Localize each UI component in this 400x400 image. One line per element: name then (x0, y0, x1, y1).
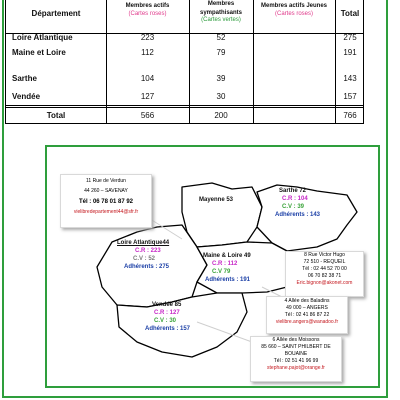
header-total: Total (340, 9, 360, 18)
loire-cv: C.V : 52 (133, 256, 156, 262)
requeil-email: Eric.bignon@akonet.com (296, 280, 353, 286)
angers-street: 4 Allée des Baladins (284, 298, 330, 304)
row-dept: Sarthe (12, 74, 37, 83)
savenay-city: 44 260 – SAVENAY (84, 188, 128, 194)
bouaine-email: stephane.pajot@orange.fr (267, 365, 325, 371)
sarthe-adherents: Adhérents : 143 (275, 212, 321, 218)
row-total: 157 (343, 92, 357, 101)
requeil-mobile: 06 70 82 38 71 (307, 273, 342, 279)
address-card-bouaine (250, 336, 342, 382)
loire-cr: C.R : 223 (135, 248, 161, 254)
header-actifs: Membres actifs (125, 3, 170, 9)
header-sympathisants: Membres sympathisants (199, 1, 242, 16)
row-actifs: 104 (140, 74, 155, 83)
header-actifs-sub: (Cartes roses) (128, 11, 167, 17)
total-sympathisants: 200 (214, 111, 228, 120)
header-jeunes-sub: (Cartes roses) (274, 11, 313, 17)
row-total: 275 (343, 33, 357, 42)
loire-adherents: Adhérents : 275 (124, 264, 170, 270)
table-total-divider-2 (6, 107, 363, 108)
address-card-angers (266, 296, 348, 334)
row-sympathisants: 52 (216, 33, 226, 42)
members-table (5, 0, 364, 124)
row-actifs: 127 (140, 92, 155, 101)
row-actifs: 112 (141, 48, 154, 57)
angers-email: vielibre.angers@wanadoo.fr (275, 319, 339, 325)
row-sympathisants: 39 (216, 74, 226, 83)
header-sympathisants-sub: (Cartes vertes) (201, 17, 241, 23)
angers-city: 49 000 – ANGERS (286, 305, 328, 311)
row-dept: Maine et Loire (12, 48, 66, 57)
bouaine-street: 6 Allée des Moissons (272, 337, 320, 343)
row-dept: Loire Atlantique (12, 33, 73, 42)
requeil-phone: Tél : 02 44 52 70 00 (302, 266, 347, 272)
region-map (45, 145, 380, 388)
row-total: 143 (343, 74, 357, 83)
sarthe-cv: C.V : 39 (282, 204, 305, 210)
table-total-divider (6, 105, 363, 106)
maine-adherents: Adhérents : 191 (205, 277, 251, 283)
row-dept: Vendée (12, 92, 41, 101)
mayenne-shape (182, 183, 262, 247)
savenay-phone: Tél : 06 78 01 87 92 (78, 199, 134, 205)
requeil-street: 8 Rue Victor Hugo (304, 252, 345, 258)
requeil-city: 72 510 - REQUEIL (303, 259, 346, 265)
total-actifs: 566 (140, 111, 155, 120)
header-departement: Département (31, 9, 81, 18)
savenay-email: vielibredepartement44@sfr.fr (73, 209, 139, 215)
row-sympathisants: 30 (216, 92, 226, 101)
label-vendee: Vendée 85 (152, 302, 182, 308)
total-label: Total (46, 111, 66, 120)
savenay-street: 11 Rue de Verdun (86, 178, 126, 184)
row-total: 191 (343, 48, 357, 57)
bouaine-city-2: BOUAINE (284, 351, 308, 357)
label-sarthe: Sarthe 72 (279, 188, 307, 194)
bouaine-phone: Tél : 02 51 41 96 99 (273, 358, 319, 364)
row-sympathisants: 79 (216, 48, 226, 57)
sarthe-cr: C.R : 104 (282, 196, 308, 202)
angers-phone: Tél : 02 41 86 87 22 (284, 312, 330, 318)
vendee-cr: C.R : 127 (154, 310, 180, 316)
header-jeunes: Membres actifs Jeunes (260, 3, 328, 9)
address-card-savenay (60, 174, 152, 228)
label-loire: Loire Atlantique44 (117, 240, 170, 246)
label-maine: Maine & Loire 49 (203, 253, 251, 259)
maine-cr: C.R : 112 (212, 261, 238, 267)
address-card-requeil (285, 251, 364, 297)
row-actifs: 223 (140, 33, 155, 42)
vendee-adherents: Adhérents : 157 (145, 326, 191, 332)
label-mayenne: Mayenne 53 (199, 197, 234, 203)
vendee-cv: C.V : 30 (154, 318, 177, 324)
maine-cv: C.V 79 (212, 269, 231, 275)
total-total: 766 (343, 111, 357, 120)
bouaine-city: 85 660 – SAINT PHILBERT DE (261, 344, 331, 350)
